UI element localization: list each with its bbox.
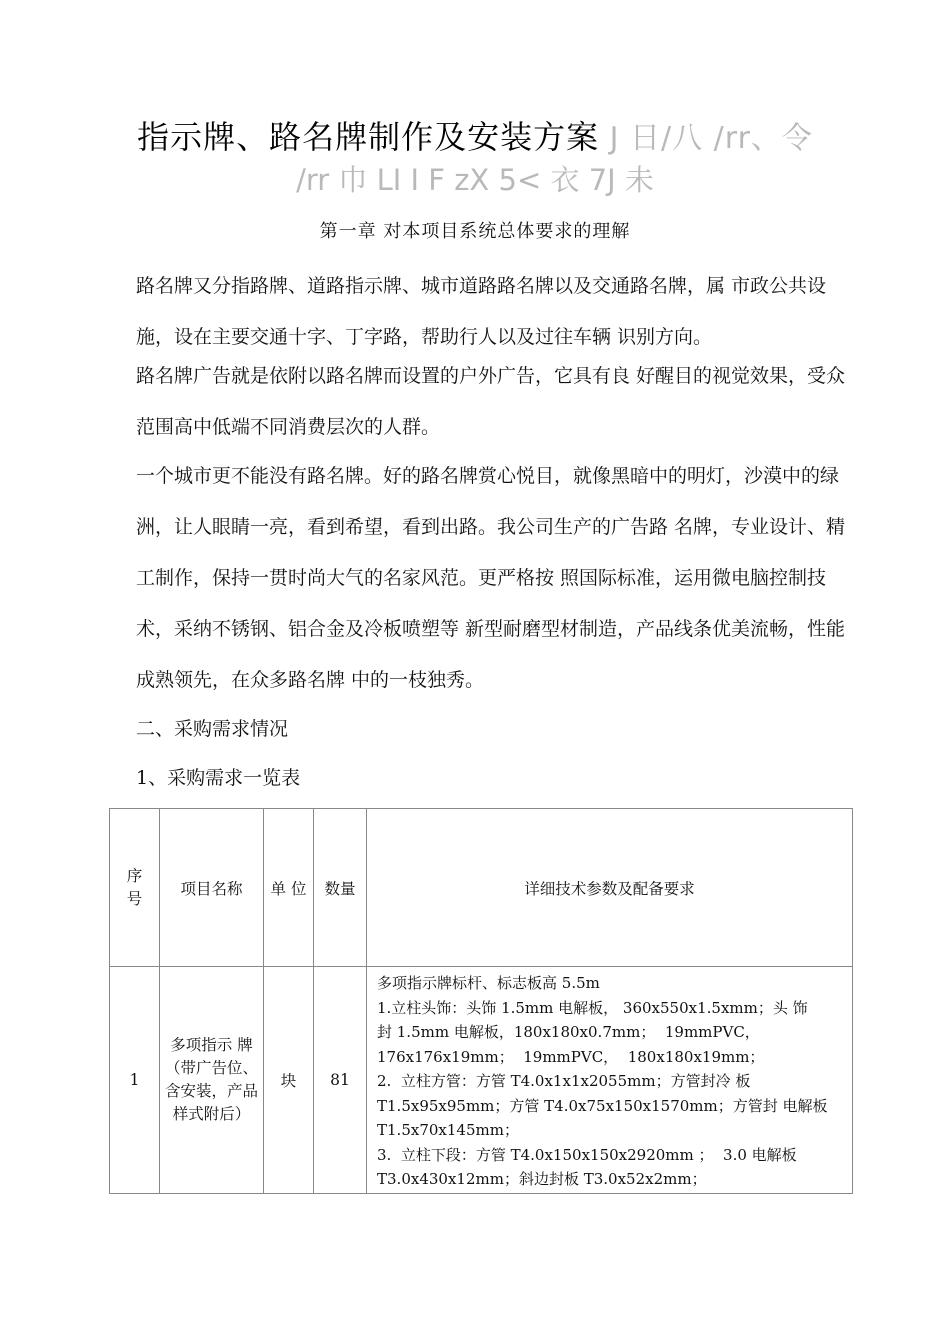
cell-unit: 块 [264, 967, 314, 1194]
spec-line: T3.0x430x12mm；斜边封板 T3.0x52x2mm； [377, 1170, 707, 1188]
document-title [0, 112, 950, 158]
paragraph-3: 一个城市更不能没有路名牌。好的路名牌赏心悦目，就像黑暗中的明灯，沙漠中的绿洲，让人眼睛一亮，看到希望，看到出路。我公司生产的广告路 名牌，专业设计、精工制作，保持一贯时尚大气的名家风范。更严格按 照国际标准，运用微电脑控制技术，采纳不锈钢、铝合金及冷板喷塑等 新型耐磨型材制造，产品线条优美流畅，性能成熟领先，在众多路名牌 中的一枝独秀。 [136, 465, 846, 691]
cell-spec [367, 967, 853, 1194]
title-garbled-text: J 日/八 /rr、令 [599, 121, 813, 156]
header-no: 序号 [110, 809, 160, 967]
cell-qty: 81 [314, 967, 367, 1194]
spec-line: 多项指示牌标杆、标志板高 5.5m [377, 974, 600, 992]
paragraph-2: 路名牌广告就是依附以路名牌而设置的户外广告，它具有良 好醒目的视觉效果，受众范围高中低端不同消费层次的人群。 [136, 365, 846, 438]
spec-line: 封 1.5mm 电解板，180x180x0.7mm； 19mmPVC， [377, 1023, 760, 1041]
spec-line: 3. 立柱下段：方管 T4.0x150x150x2920mm ； 3.0 电解板 [377, 1145, 797, 1164]
cell-no: 1 [110, 967, 160, 1194]
spec-line: T1.5x95x95mm；方管 T4.0x75x150x1570mm；方管封 电解板 [377, 1096, 828, 1115]
table-row [110, 967, 853, 1194]
spec-line: 2. 立柱方管：方管 T4.0x1x1x2055mm；方管封冷 板 [377, 1072, 751, 1090]
subsection-heading: 1、采购需求一览表 [136, 767, 301, 789]
header-name: 项目名称 [160, 809, 264, 967]
spec-line: 176x176x19mm； 19mmPVC， 180x180x19mm； [377, 1047, 765, 1066]
requirements-table [109, 808, 853, 1194]
header-qty: 数量 [314, 809, 367, 967]
spec-line: T1.5x70x145mm； [377, 1121, 519, 1139]
table-header-row [110, 809, 853, 967]
title-main: 指示牌、路名牌制作及安装方案 [137, 118, 600, 156]
title-garbled-line: /rr 巾 LI I F zX 5< 衣 7J 未 [296, 163, 654, 197]
spec-line: 1.立柱头饰：头饰 1.5mm 电解板， 360x550x1.5xmm；头 饰 [377, 998, 808, 1017]
section-heading: 二、采购需求情况 [136, 718, 289, 740]
paragraph-1: 路名牌又分指路牌、道路指示牌、城市道路路名牌以及交通路名牌，属 市政公共设施，设在主要交通十字、丁字路，帮助行人以及过往车辆 识别方向。 [136, 275, 827, 348]
header-unit: 单 位 [264, 809, 314, 967]
chapter-heading: 第一章 对本项目系统总体要求的理解 [319, 221, 631, 242]
header-spec: 详细技术参数及配备要求 [367, 809, 853, 967]
cell-name: 多项指示 牌（带广告位、含安装，产品样式附后） [160, 967, 264, 1194]
